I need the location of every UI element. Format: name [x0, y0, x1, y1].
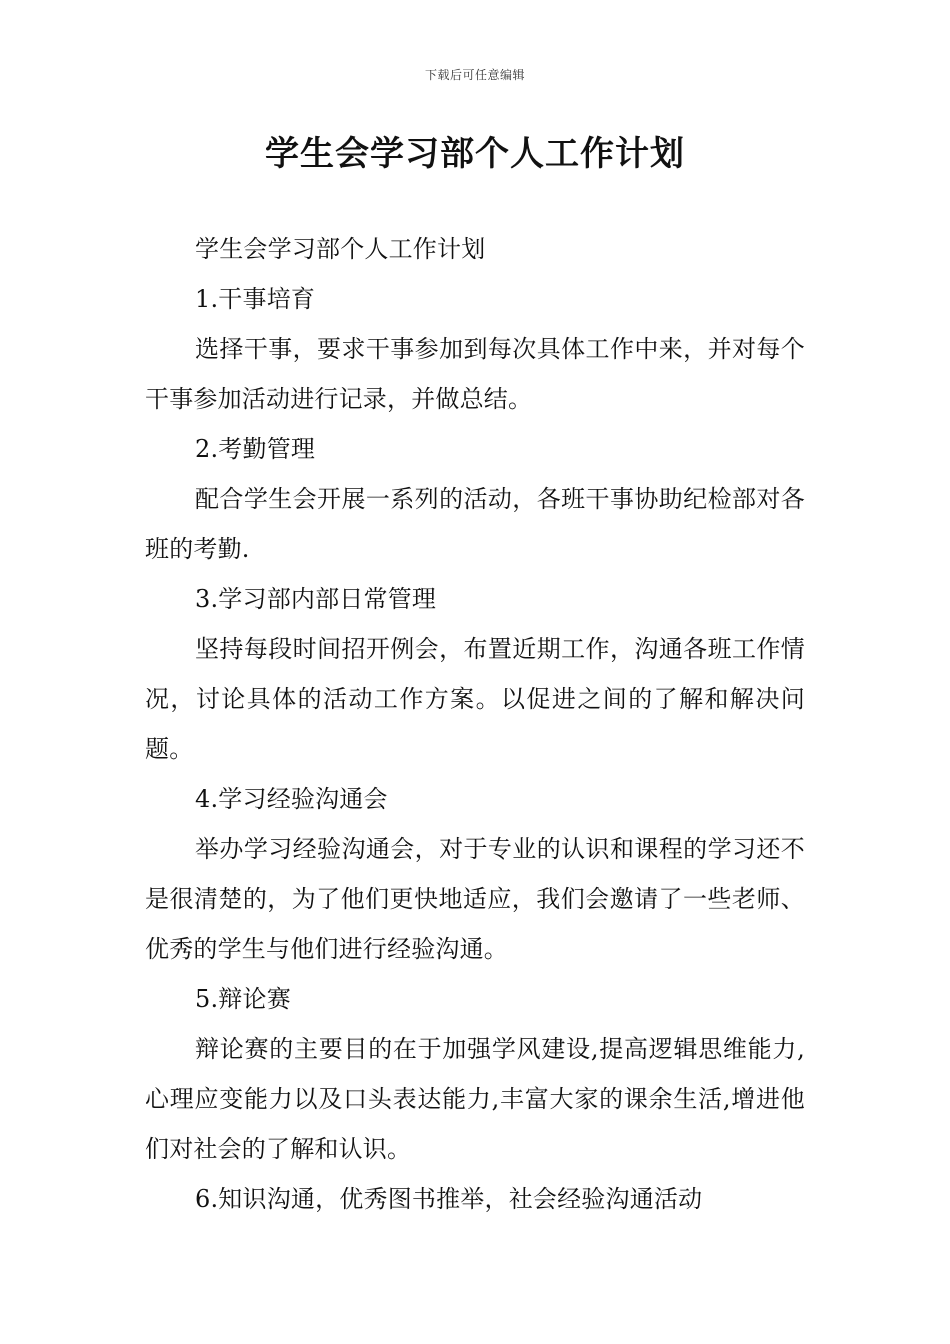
- paragraph: 配合学生会开展一系列的活动，各班干事协助纪检部对各班的考勤.: [145, 485, 805, 563]
- section-heading-4: 4.学习经验沟通会: [195, 785, 388, 813]
- header-note: 下载后可任意编辑: [424, 68, 525, 82]
- paragraph: 辩论赛的主要目的在于加强学风建设,提高逻辑思维能力,心理应变能力以及口头表达能力,丰富大家的课余生活,增进他们对社会的了解和认识。: [145, 1035, 805, 1163]
- paragraph: 选择干事，要求干事参加到每次具体工作中来，并对每个干事参加活动进行记录，并做总结。: [145, 335, 805, 413]
- paragraph: 坚持每段时间招开例会，布置近期工作，沟通各班工作情况，讨论具体的活动工作方案。以促进之间的了解和解决问题。: [145, 635, 805, 763]
- document-body: [145, 224, 805, 1224]
- section-heading-2: 2.考勤管理: [195, 435, 316, 463]
- document-title: 学生会学习部个人工作计划: [265, 134, 685, 174]
- section-heading-1: 1.干事培育: [195, 285, 316, 313]
- section-heading-3: 3.学习部内部日常管理: [195, 585, 437, 613]
- section-heading-6: 6.知识沟通，优秀图书推举，社会经验沟通活动: [195, 1185, 703, 1213]
- paragraph: 举办学习经验沟通会，对于专业的认识和课程的学习还不是很清楚的，为了他们更快地适应，我们会邀请了一些老师、优秀的学生与他们进行经验沟通。: [145, 835, 805, 963]
- section-heading-5: 5.辩论赛: [195, 985, 291, 1013]
- paragraph-subtitle: 学生会学习部个人工作计划: [195, 235, 486, 263]
